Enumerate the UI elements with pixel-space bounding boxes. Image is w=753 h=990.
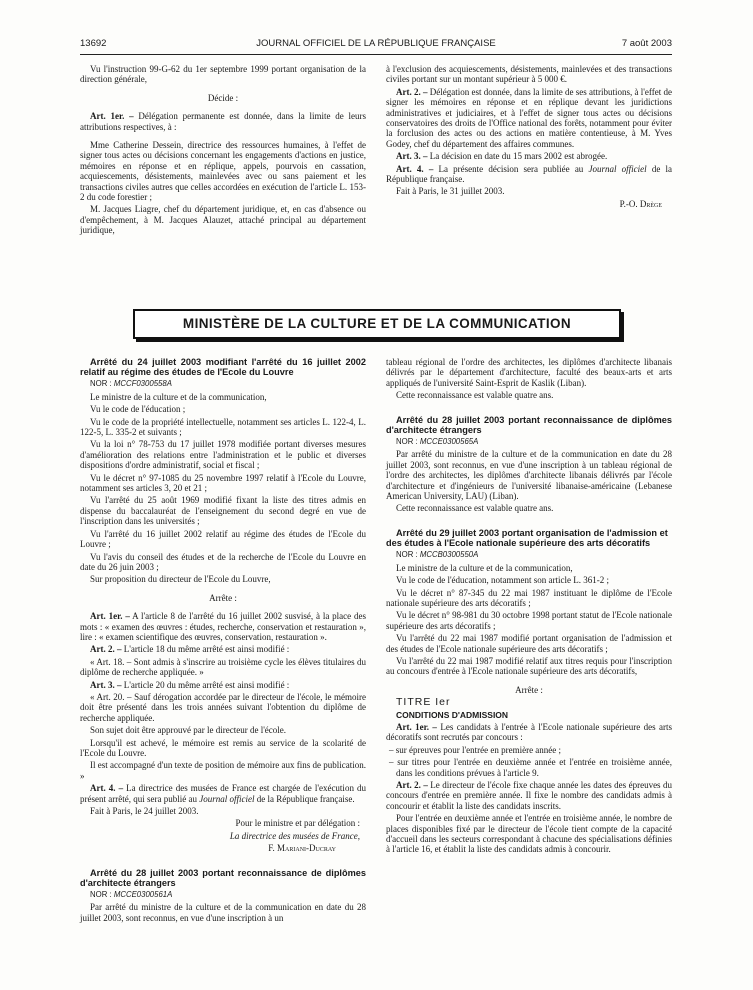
article-2: Art. 2. – Délégation est donnée, dans la limite de ses attributions, à l'effet de signer les mémoires en réponse et en réplique devant les juridictions administratives et judiciaires, et à l'effet de signer tous actes ou décisions conservatoires des droits de l'Office national des forêts, notamment pour éviter la forclusion des actes ou des actions en matière contentieuse, à M. Yves Godey, chef du département des affaires communes. [386, 86, 672, 149]
paragraph: Vu la loi n° 78-753 du 17 juillet 1978 modifiée portant diverses mesures d'amélioration des relations entre l'administration et le public et diverses dispositions d'ordre administratif, social et fiscal ; [80, 439, 366, 471]
ministry-banner: MINISTÈRE DE LA CULTURE ET DE LA COMMUNICATION [133, 309, 621, 339]
page-header [80, 38, 672, 52]
article-label: Art. 4. – [90, 783, 124, 794]
paragraph: à l'exclusion des acquiescements, désistements, mainlevées et des transactions civiles portant sur un montant supérieur à 5 000 €. [386, 64, 672, 85]
titre-heading: TITRE Ier [396, 696, 451, 709]
article-3: Art. 3. – La décision en date du 15 mars 2002 est abrogée. [396, 151, 608, 162]
decree-title: Arrêté du 28 juillet 2003 portant reconnaissance de diplômes d'architecte étrangers [386, 414, 672, 435]
paragraph: Vu le décret n° 97-1085 du 25 novembre 1997 relatif à l'Ecole du Louvre, notamment ses articles 3, 20 et 21 ; [80, 472, 366, 494]
article-3: Art. 3. – L'article 20 du même arrêté est ainsi modifié : [90, 679, 290, 690]
paragraph: Vu le code de l'éducation, notamment son article L. 361-2 ; [396, 575, 610, 586]
decree-title: Arrêté du 28 juillet 2003 portant reconnaissance de diplômes d'architecte étrangers [80, 867, 366, 888]
left-column [80, 357, 366, 925]
paragraph: Vu le décret n° 98-981 du 30 octobre 1998 portant statut de l'Ecole nationale supérieure des arts décoratifs ; [386, 610, 672, 631]
article-1: Art. 1er. – Délégation permanente est donnée, dans la limite de leurs attributions respectives, à : [80, 111, 366, 132]
paragraph: Le ministre de la culture et de la communication, [396, 562, 573, 573]
paragraph: Sur proposition du directeur de l'Ecole du Louvre, [90, 574, 271, 585]
nor-reference: NOR : MCCE0300561A [90, 890, 173, 900]
paragraph: Vu l'arrêté du 25 août 1969 modifié fixant la liste des titres admis en dispense du baccalauréat de l'enseignement du second degré en vue de l'inscription dans les universités ; [80, 495, 366, 527]
paragraph: Le ministre de la culture et de la communication, [90, 391, 267, 402]
article-4: Art. 4. – La présente décision sera publiée au Journal officiel de la République française. [386, 163, 672, 185]
section-heading: CONDITIONS D'ADMISSION [396, 709, 509, 720]
paragraph: Vu le code de la propriété intellectuelle, notamment ses articles L. 122-4, L. 122-5, L. 335-2 et suivants ; [80, 416, 366, 438]
paragraph: Vu l'instruction 99-G-62 du 1er septembre 1999 portant organisation de la direction générale, [80, 64, 366, 85]
quote: « Art. 20. – Sauf dérogation accordée par le directeur de l'école, le mémoire doit être présenté dans les trois années suivant l'obtention du diplôme de recherche appliquée. [80, 691, 366, 723]
nor-reference: NOR : MCCE0300565A [396, 437, 479, 447]
arrete-heading: Arrête : [515, 684, 543, 695]
article-2: Art. 2. – Le directeur de l'école fixe chaque année les dates des épreuves du concours d'entrée en première année. Il fixe le nombre des candidats admis à concourir et établit la liste des candidats inscrits. [386, 780, 672, 811]
list-item: – sur titres pour l'entrée en deuxième année et l'entrée en troisième année, dans les conditions prévues à l'article 9. [389, 757, 672, 778]
arrete-heading: Arrête : [209, 592, 237, 603]
nor-reference: NOR : MCCB0300550A [396, 550, 479, 560]
paragraph: Cette reconnaissance est valable quatre ans. [396, 503, 554, 514]
quote: « Art. 18. – Sont admis à s'inscrire au troisième cycle les élèves titulaires du diplôme de recherche appliquée. » [80, 656, 366, 678]
article-label: Art. 3. – [90, 679, 122, 690]
article-label: Art. 2. – [396, 780, 428, 790]
decide-heading: Décide : [207, 92, 239, 103]
paragraph: Par arrêté du ministre de la culture et de la communication en date du 28 juillet 2003, sont reconnus, en vue d'une inscription à un [80, 902, 366, 923]
nor-reference: NOR : MCCF0300558A [90, 379, 172, 389]
journal-title: JOURNAL OFFICIEL DE LA RÉPUBLIQUE FRANÇAISE [256, 38, 496, 49]
decree-title: Arrêté du 24 juillet 2003 modifiant l'arrêté du 16 juillet 2002 relatif au régime des études de l'Ecole du Louvre [80, 357, 366, 378]
page-number: 13692 [80, 38, 107, 49]
article-label: Art. 1er. – [90, 111, 134, 122]
signature-line: Pour le ministre et par délégation : [235, 818, 360, 829]
article-label: Art. 3. – [396, 151, 428, 162]
paragraph: Vu l'avis du conseil des études et de la recherche de l'Ecole du Louvre en date du 26 juin 2003 ; [80, 551, 366, 572]
decree-title: Arrêté du 29 juillet 2003 portant organisation de l'admission et des études à l'Ecole nationale supérieure des arts décoratifs [386, 527, 668, 549]
signature-line: La directrice des musées de France, [229, 830, 360, 841]
article-1: Art. 1er. – Les candidats à l'entrée à l'Ecole nationale supérieure des arts décoratifs sont recrutés par concours : [386, 721, 672, 743]
paragraph: Pour l'entrée en deuxième année et l'entrée en troisième année, le nombre de places disponibles fixé par le directeur de l'école tient compte de la capacité d'accueil dans les secteurs correspondant à chacune des spécialisations définies à l'article 16, et établit la liste des candidats admis à concourir. [386, 813, 672, 855]
paragraph: Il est accompagné d'un texte de position de mémoire aux fins de publication. » [80, 760, 366, 781]
article-4: Art. 4. – La directrice des musées de France est chargée de l'exécution du présent arrêté, qui sera publié au Journal officiel de la République française. [80, 783, 366, 804]
paragraph: M. Jacques Liagre, chef du département juridique, et, en cas d'absence ou d'empêchement, à M. Jacques Alauzet, attaché principal au département juridique, [80, 204, 366, 236]
paragraph: Son sujet doit être approuvé par le directeur de l'école. [90, 725, 287, 736]
header-rule [80, 54, 672, 55]
issue-date: 7 août 2003 [621, 38, 672, 49]
list-item: – sur épreuves pour l'entrée en première année ; [389, 744, 562, 755]
paragraph: tableau régional de l'ordre des architectes, les diplômes d'architecte libanais délivrés par le département d'architecture, faculté des beaux-arts et arts appliqués de l'université Saint-Esprit de Kaslik (Liban). [386, 357, 672, 388]
paragraph: Mme Catherine Dessein, directrice des ressources humaines, à l'effet de signer tous actes ou décisions concernant les engagements d'actions en justice, mémoires en réponse et en réplique, appels, pourvois en cassation, acquiescements, désistements, mainlevées avec ou sans paiement et les transactions civiles autres que celles accordées en exécution de l'article L. 153-2 du code forestier ; [80, 140, 366, 203]
fait-line: Fait à Paris, le 24 juillet 2003. [90, 806, 199, 817]
article-2: Art. 2. – L'article 18 du même arrêté est ainsi modifié : [90, 644, 290, 655]
article-1: Art. 1er. – A l'article 8 de l'arrêté du 16 juillet 2002 susvisé, à la place des mots : « examen des œuvres : études, recherche, conservation et restauration », lire : « examen scientifique des œuvres, conservation, restauration ». [80, 611, 367, 642]
article-label: Art. 4. – [396, 163, 434, 174]
signature: P.-O. Drège [619, 198, 662, 209]
paragraph: Cette reconnaissance est valable quatre ans. [396, 390, 554, 401]
top-right-column [386, 64, 672, 211]
paragraph: Vu le décret n° 87-345 du 22 mai 1987 instituant le diplôme de l'Ecole nationale supérieure des arts décoratifs ; [386, 587, 672, 608]
paragraph: Par arrêté du ministre de la culture et de la communication en date du 28 juillet 2003, sont reconnus, en vue d'une inscription à un tableau régional de l'ordre des architectes, les diplômes d'architecte libanais délivrés par l'école d'architecture et d'ingénieurs de l'université libanaise-américaine (Lebanese American University, LAU) (Liban). [386, 449, 672, 502]
article-label: Art. 1er. – [90, 611, 130, 622]
article-label: Art. 2. – [396, 86, 428, 97]
article-label: Art. 1er. – [396, 721, 437, 732]
paragraph: Vu l'arrêté du 16 juillet 2002 relatif au régime des études de l'Ecole du Louvre ; [80, 528, 366, 550]
signature: F. Mariani-Ducray [268, 843, 336, 854]
paragraph: Lorsqu'il est achevé, le mémoire est remis au service de la scolarité de l'Ecole du Louvre. [80, 737, 366, 758]
top-left-column [80, 64, 366, 238]
paragraph: Vu le code de l'éducation ; [90, 404, 186, 415]
right-column [386, 357, 672, 857]
article-label: Art. 2. – [90, 644, 122, 655]
paragraph: Vu l'arrêté du 22 mai 1987 modifié relatif aux titres requis pour l'inscription au concours d'entrée à l'Ecole nationale supérieure des arts décoratifs, [386, 655, 672, 677]
paragraph: Vu l'arrêté du 22 mai 1987 modifié portant organisation de l'admission et des études de l'Ecole nationale supérieure des arts décoratifs ; [386, 633, 672, 654]
fait-line: Fait à Paris, le 31 juillet 2003. [396, 186, 505, 197]
